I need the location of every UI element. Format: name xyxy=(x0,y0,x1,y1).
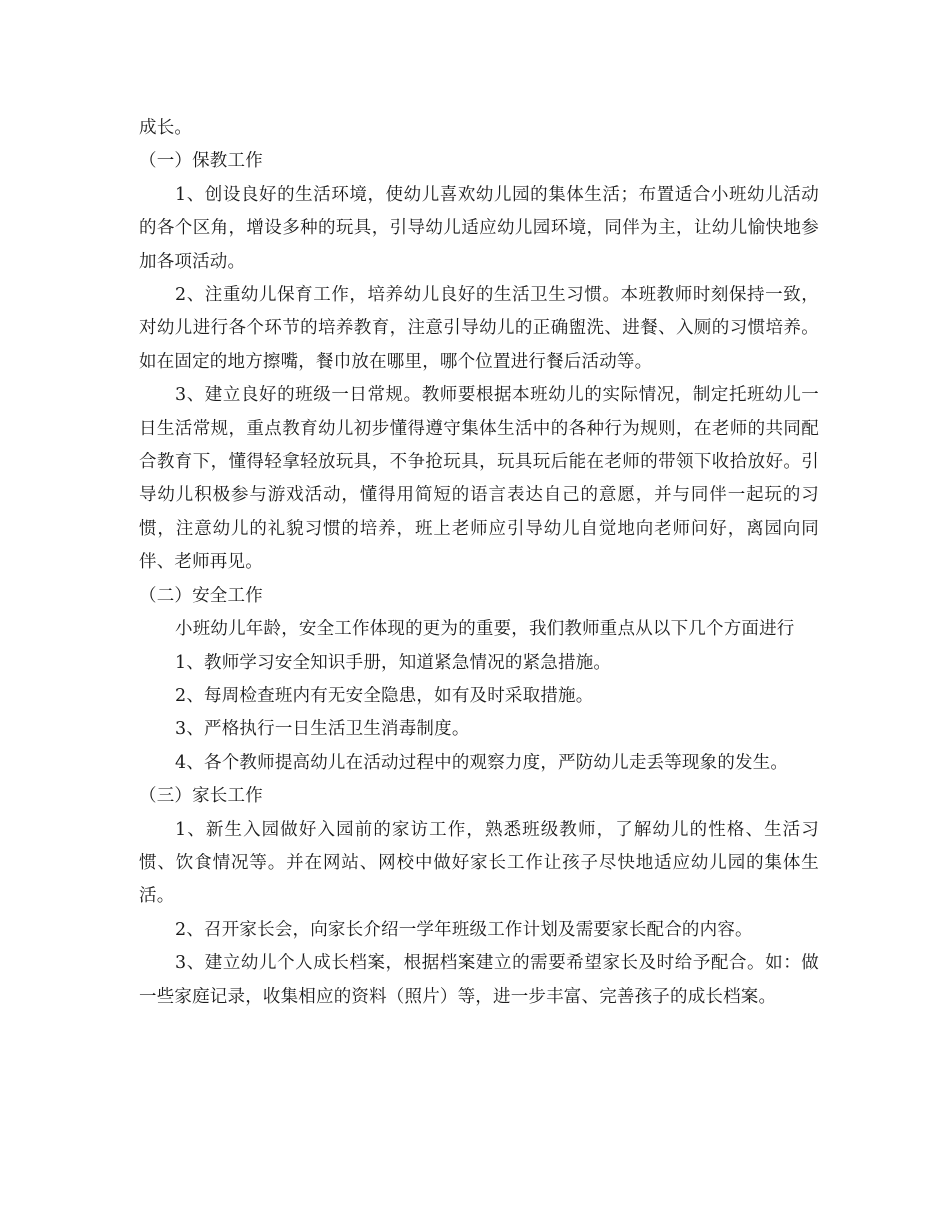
list-item: 2、召开家长会，向家长介绍一学年班级工作计划及需要家长配合的内容。 xyxy=(175,919,753,940)
list-item: 1、教师学习安全知识手册，知道紧急情况的紧急措施。 xyxy=(175,652,612,673)
list-item: 3、建立幼儿个人成长档案，根据档案建立的需要希望家长及时给予配合。如：做一些家庭记录，收集相应的资料（照片）等，进一步丰富、完善孩子的成长档案。 xyxy=(139,953,819,1007)
section-heading-parents: （三）家长工作 xyxy=(139,786,263,807)
paragraph: 小班幼儿年龄，安全工作体现的更为的重要，我们教师重点从以下几个方面进行 xyxy=(175,619,795,640)
paragraph: 成长。 xyxy=(139,118,193,138)
document-body xyxy=(139,112,819,1014)
section-heading-childcare: （一）保教工作 xyxy=(139,151,263,172)
list-item: 1、新生入园做好入园前的家访工作，熟悉班级教师，了解幼儿的性格、生活习惯、饮食情况等。并在网站、网校中做好家长工作让孩子尽快地适应幼儿园的集体生活。 xyxy=(139,819,819,907)
paragraph: 2、注重幼儿保育工作，培养幼儿良好的生活卫生习惯。本班教师时刻保持一致，对幼儿进行各个环节的培养教育，注意引导幼儿的正确盥洗、进餐、入厕的习惯培养。如在固定的地方擦嘴，餐巾放在哪里，哪个位置进行餐后活动等。 xyxy=(139,285,819,372)
list-item: 4、各个教师提高幼儿在活动过程中的观察力度，严防幼儿走丢等现象的发生。 xyxy=(175,752,789,773)
paragraph: 3、建立良好的班级一日常规。教师要根据本班幼儿的实际情况，制定托班幼儿一日生活常规，重点教育幼儿初步懂得遵守集体生活中的各种行为规则，在老师的共同配合教育下，懂得轻拿轻放玩具，不争抢玩具，玩具玩后能在老师的带领下收拾放好。引导幼儿积极参与游戏活动，懂得用简短的语言表达自己的意愿，并与同伴一起玩的习惯，注意幼儿的礼貌习惯的培养，班上老师应引导幼儿自觉地向老师问好，离园向同伴、老师再见。 xyxy=(139,385,819,573)
list-item: 2、每周检查班内有无安全隐患，如有及时采取措施。 xyxy=(175,685,594,706)
list-item: 3、严格执行一日生活卫生消毒制度。 xyxy=(175,719,470,740)
section-heading-safety: （二）安全工作 xyxy=(139,585,263,606)
paragraph: 1、创设良好的生活环境，使幼儿喜欢幼儿园的集体生活；布置适合小班幼儿活动的各个区角，增设多种的玩具，引导幼儿适应幼儿园环境，同伴为主，让幼儿愉快地参加各项活动。 xyxy=(139,184,819,272)
